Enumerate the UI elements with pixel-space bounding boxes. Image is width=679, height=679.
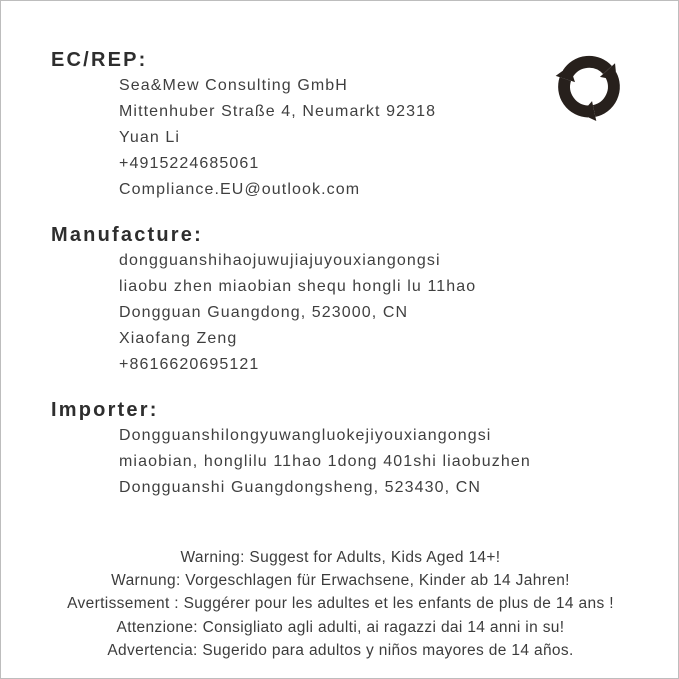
manufacture-address-2: Dongguan Guangdong, 523000, CN [119,304,409,321]
ec-rep-company: Sea&Mew Consulting GmbH [119,77,348,94]
manufacture-lines [119,248,648,378]
manufacture-heading: Manufacture: [51,224,203,246]
section-ec-rep [51,47,648,203]
importer-company: Dongguanshilongyuwangluokejiyouxiangongsi [119,427,492,444]
warning-fr: Avertissement : Suggérer pour les adultes et les enfants de plus de 14 ans ! [67,595,614,613]
warning-it: Attenzione: Consigliato agli adulti, ai ragazzi dai 14 anni in su! [116,618,565,636]
manufacture-contact-name: Xiaofang Zeng [119,330,238,347]
ec-rep-heading: EC/REP: [51,49,148,71]
importer-address-2: Dongguanshi Guangdongsheng, 523430, CN [119,479,482,496]
ec-rep-lines [119,73,648,203]
warning-de: Warnung: Vorgeschlagen für Erwachsene, Kinder ab 14 Jahren! [111,572,570,590]
ec-rep-contact-name: Yuan Li [119,129,181,146]
warning-es: Advertencia: Sugerido para adultos y niños mayores de 14 años. [107,641,574,659]
section-manufacture [51,222,648,378]
ec-rep-phone: +4915224685061 [119,155,260,172]
ec-rep-address: Mittenhuber Straße 4, Neumarkt 92318 [119,103,437,120]
manufacture-phone: +8616620695121 [119,356,260,373]
manufacture-company: dongguanshihaojuwujiajuyouxiangongsi [119,252,441,269]
warning-block [1,546,679,662]
importer-heading: Importer: [51,399,159,421]
section-importer [51,397,648,501]
ec-rep-email: Compliance.EU@outlook.com [119,181,361,198]
importer-address-1: miaobian, honglilu 11hao 1dong 401shi liaobuzhen [119,453,531,470]
warning-en: Warning: Suggest for Adults, Kids Aged 14+! [180,549,501,566]
address-sections [51,47,648,501]
manufacture-address-1: liaobu zhen miaobian shequ hongli lu 11hao [119,278,477,295]
importer-lines [119,423,648,501]
